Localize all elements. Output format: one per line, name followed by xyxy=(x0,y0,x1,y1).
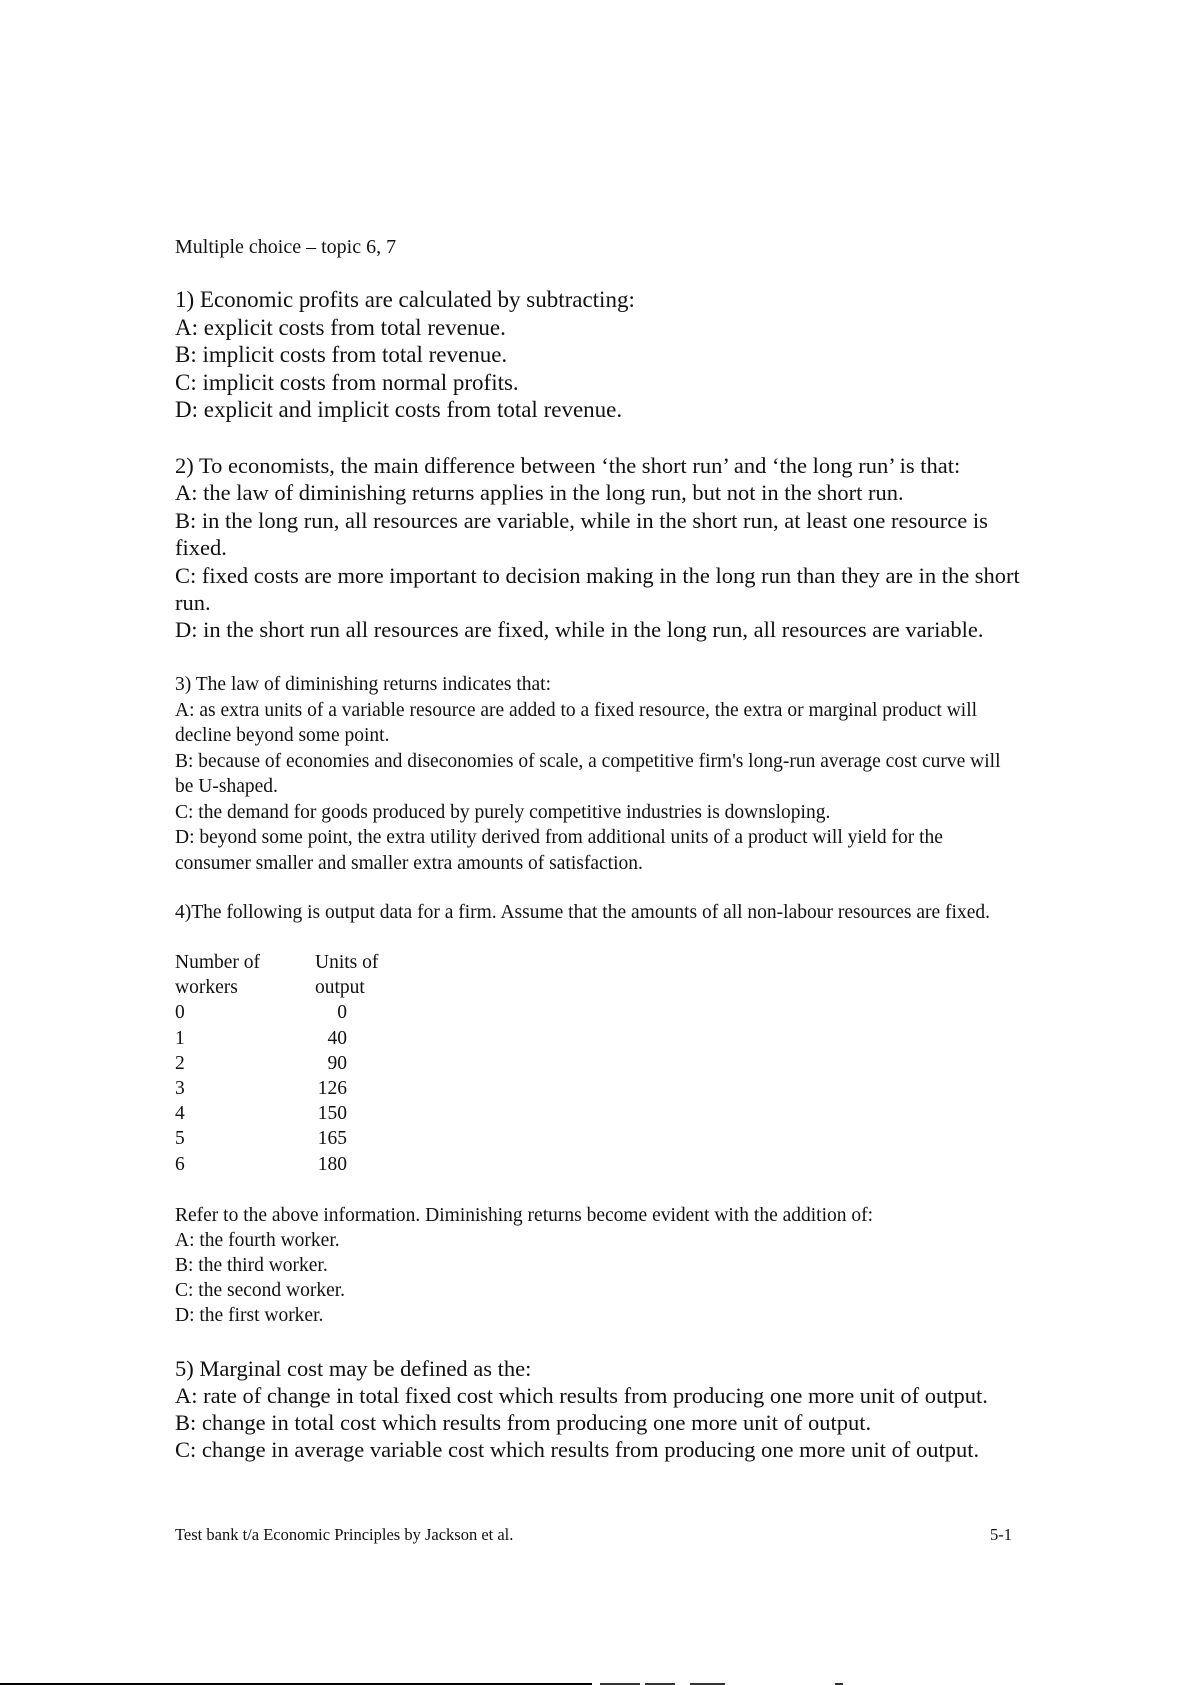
header-output: Units of xyxy=(315,952,379,973)
workers-cell: 5 xyxy=(175,1128,185,1150)
option-a: A: rate of change in total fixed cost which results from producing one more unit of output. xyxy=(175,1383,988,1408)
table-header-row xyxy=(175,950,385,975)
question-2 xyxy=(175,452,1020,644)
option-d: D: beyond some point, the extra utility derived from additional units of a product will yield for the consumer smaller and smaller extra amounts of satisfaction. xyxy=(175,827,943,874)
page-heading: Multiple choice – topic 6, 7 xyxy=(175,236,397,258)
output-data-table xyxy=(175,950,385,1177)
option-a: A: the law of diminishing returns applies in the long run, but not in the short run. xyxy=(175,480,904,506)
option-c: C: the demand for goods produced by purely competitive industries is downsloping. xyxy=(175,801,831,823)
workers-cell: 2 xyxy=(175,1052,185,1074)
option-c: C: the second worker. xyxy=(175,1280,346,1301)
option-a: A: as extra units of a variable resource are added to a fixed resource, the extra or marginal product will decline beyond some point. xyxy=(175,699,978,746)
question-stem: 3) The law of diminishing returns indicates that: xyxy=(175,674,552,695)
option-b: B: because of economies and diseconomies of scale, a competitive firm's long-run average cost curve will be U-shaped. xyxy=(175,750,1001,797)
header-output: output xyxy=(315,977,365,999)
option-a: A: the fourth worker. xyxy=(175,1230,340,1251)
output-cell: 90 xyxy=(327,1052,347,1074)
option-b: B: in the long run, all resources are variable, while in the short run, at least one resource is fixed. xyxy=(175,507,988,561)
footer-source: Test bank t/a Economic Principles by Jackson et al. xyxy=(175,1525,514,1544)
workers-cell: 0 xyxy=(175,1002,185,1024)
option-b: B: implicit costs from total revenue. xyxy=(175,342,508,367)
question-4 xyxy=(175,900,1020,925)
question-5 xyxy=(175,1355,1020,1463)
output-cell: 150 xyxy=(317,1103,347,1125)
page-number: 5-1 xyxy=(990,1525,1012,1544)
table-row xyxy=(175,1051,385,1076)
option-c: C: change in average variable cost which results from producing one more unit of output. xyxy=(175,1437,980,1462)
option-d: D: the first worker. xyxy=(175,1305,324,1326)
workers-cell: 6 xyxy=(175,1153,185,1175)
question-stem: 1) Economic profits are calculated by subtracting: xyxy=(175,287,635,312)
question-1 xyxy=(175,286,1020,424)
table-row xyxy=(175,1076,385,1101)
table-header-row xyxy=(175,975,385,1000)
table-row xyxy=(175,1026,385,1051)
option-c: C: fixed costs are more important to decision making in the long run than they are in the short run. xyxy=(175,562,1020,616)
output-cell: 0 xyxy=(337,1002,347,1024)
option-d: D: explicit and implicit costs from total revenue. xyxy=(175,397,623,422)
table-row xyxy=(175,1126,385,1151)
table-row xyxy=(175,1000,385,1025)
output-cell: 165 xyxy=(317,1128,347,1150)
option-a: A: explicit costs from total revenue. xyxy=(175,314,506,340)
question-3 xyxy=(175,672,1020,876)
output-cell: 126 xyxy=(317,1077,347,1099)
workers-cell: 4 xyxy=(175,1103,185,1125)
question-prompt: Refer to the above information. Diminishing returns become evident with the addition of: xyxy=(175,1205,874,1226)
workers-cell: 1 xyxy=(175,1027,185,1049)
header-workers: Number of xyxy=(175,952,261,973)
header-workers: workers xyxy=(175,977,238,999)
option-b: B: the third worker. xyxy=(175,1255,328,1276)
question-stem: 4)The following is output data for a firm. Assume that the amounts of all non-labour resources are fixed. xyxy=(175,902,990,923)
output-cell: 40 xyxy=(327,1027,347,1049)
option-d: D: in the short run all resources are fixed, while in the long run, all resources are variable. xyxy=(175,617,984,643)
table-row xyxy=(175,1152,385,1177)
workers-cell: 3 xyxy=(175,1077,185,1099)
question-stem: 2) To economists, the main difference between ‘the short run’ and ‘the long run’ is that: xyxy=(175,453,961,478)
option-b: B: change in total cost which results from producing one more unit of output. xyxy=(175,1410,872,1435)
option-c: C: implicit costs from normal profits. xyxy=(175,369,519,395)
question-stem: 5) Marginal cost may be defined as the: xyxy=(175,1356,532,1381)
question-4-prompt xyxy=(175,1203,1020,1328)
output-cell: 180 xyxy=(317,1153,347,1175)
table-row xyxy=(175,1101,385,1126)
